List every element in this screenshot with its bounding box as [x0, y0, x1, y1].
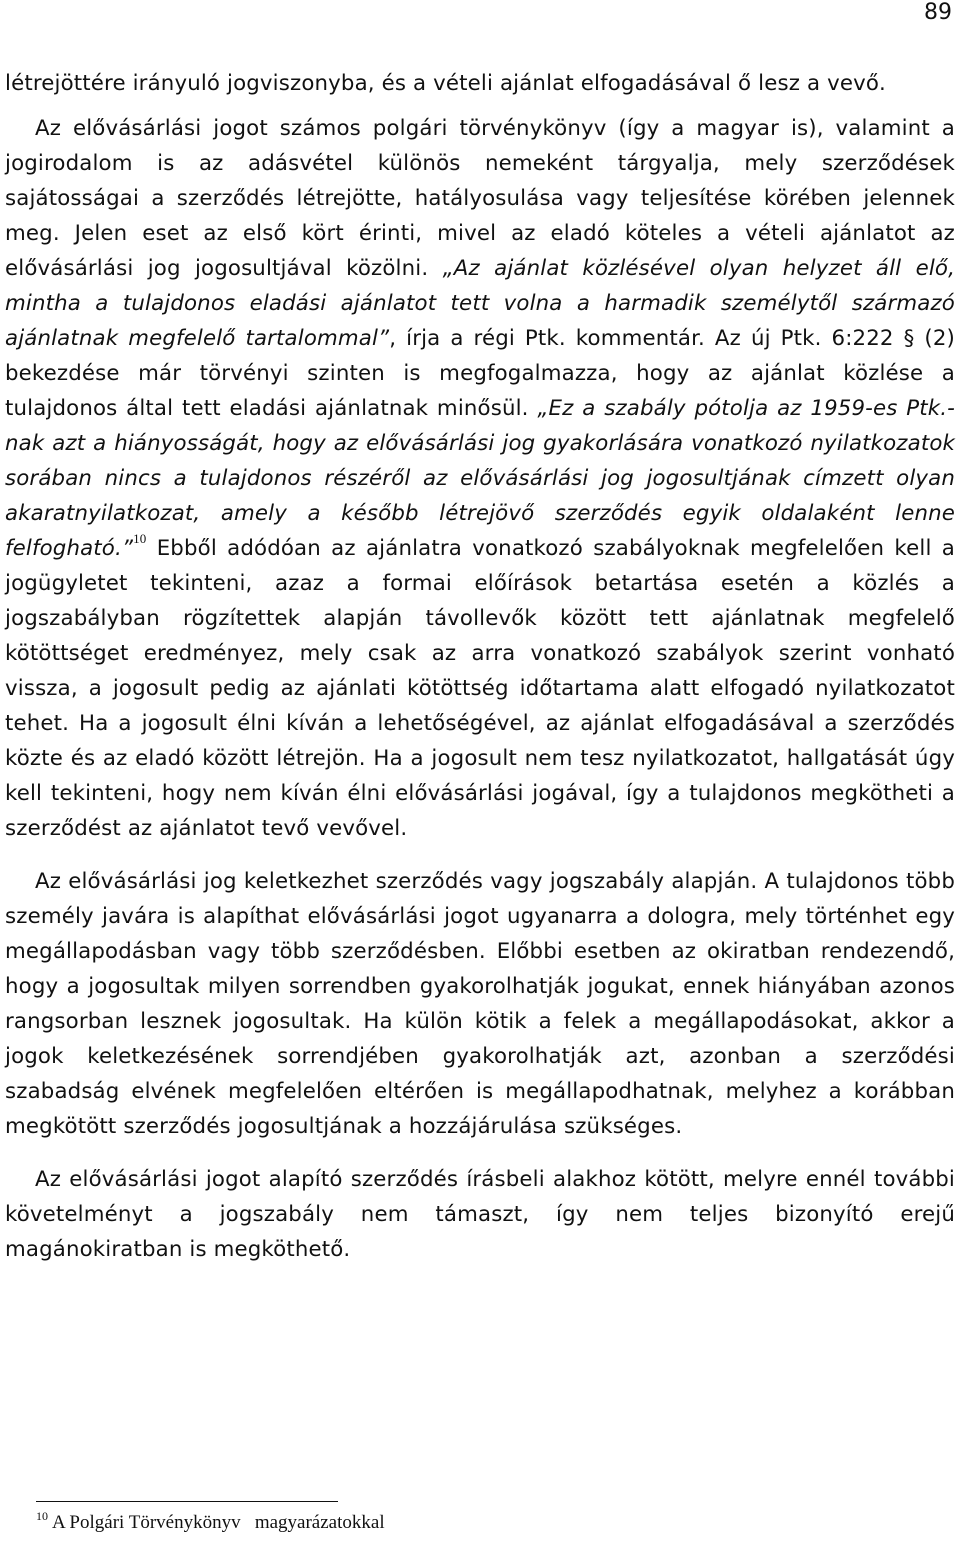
footnote-number: 10	[36, 1509, 48, 1523]
quotation-commentary: „Az ajánlat közlésével olyan helyzet áll elő, mintha a tulajdonos eladási ajánlatot tett volna a harmadik személytől származó ajánlatnak megfelelő tartalommal”	[5, 256, 955, 351]
footnote-reference[interactable]: 10	[133, 531, 147, 546]
paragraph-2-text-3: Ebből adódóan az ajánlatra vonatkozó szabályoknak megfelelően kell a jogügyletet tekinteni, azaz a formai előírások betartása esetén a közlés a jogszabályban rögzítettek alapján távollevők között tett ajánlatnak megfelelő kötöttséget eredményez, mely csak az arra vonatkozó szabályok szerint vonható vissza, a jogosult pedig az ajánlati kötöttség időtartama alatt elfogadó nyilatkozatot tehet. Ha a jogosult élni kíván a lehetőségével, az ajánlat elfogadásával a szerződés közte és az eladó között létrejön. Ha a jogosult nem tesz nyilatkozatot, hallgatását úgy kell tekinteni, hogy nem kíván élni elővásárlási jogával, így a tulajdonos megkötheti a szerződést az ajánlatot tevő vevővel.	[5, 536, 955, 841]
footnote-separator	[36, 1501, 338, 1502]
paragraph-2	[5, 111, 955, 846]
quotation-new-ptk: „Ez a szabály pótolja az 1959-es Ptk.-nak azt a hiányosságát, hogy az elővásárlási jog gyakorlására vonatkozó nyilatkozatok sorában nincs a tulajdonos részéről az elővásárlási jog jogosultjának címzett olyan akaratnyilatkozat, amely a később létrejövő szerződés egyik oldalaként lenne felfogható.”	[5, 396, 955, 561]
paragraph-1: létrejöttére irányuló jogviszonyba, és a vételi ajánlat elfogadásával ő lesz a vevő.	[5, 71, 886, 96]
paragraph-2-text-1: Az elővásárlási jogot számos polgári törvénykönyv (így a magyar is), valamint a jogirodalom is az adásvétel különös nemeként tárgyalja, mely szerződések sajátosságai a szerződés létrejötte, hatályosulása vagy teljesítése körében jelennek meg. Jelen eset az első kört érinti, mivel az eladó köteles a vételi ajánlatot az elővásárlási jog jogosultjával közölni.	[5, 116, 955, 281]
page-number: 89	[924, 0, 952, 25]
paragraph-4: Az elővásárlási jogot alapító szerződés írásbeli alakhoz kötött, melyre ennél további követelményt a jogszabály nem támaszt, így nem teljes bizonyító erejű magánokiratban is megköthető.	[5, 1167, 955, 1262]
paragraph-2-text-2: , írja a régi Ptk. kommentár. Az új Ptk. 6:222 § (2) bekezdése már törvényi szinten is megfogalmazza, hogy az ajánlat közlése a tulajdonos által tett eladási ajánlatnak minősül.	[5, 326, 955, 421]
footnote-text: A Polgári Törvénykönyv magyarázatokkal	[52, 1512, 385, 1533]
body-text	[5, 66, 955, 1267]
footnote	[36, 1511, 385, 1535]
paragraph-3: Az elővásárlási jog keletkezhet szerződés vagy jogszabály alapján. A tulajdonos több személy javára is alapíthat elővásárlási jogot ugyanarra a dologra, mely történhet egy megállapodásban vagy több szerződésben. Előbbi esetben az okiratban rendezendő, hogy a jogosultak milyen sorrendben gyakorolhatják jogukat, ennek hiányában azonos rangsorban lesznek jogosultak. Ha külön kötik a felek a megállapodásokat, akkor a jogok keletkezésének sorrendjében gyakorolhatják azt, azonban a szerződési szabadság elvének megfelelően eltérően is megállapodhatnak, melyhez a korábban megkötött szerződés jogosultjának a hozzájárulása szükséges.	[5, 869, 955, 1139]
